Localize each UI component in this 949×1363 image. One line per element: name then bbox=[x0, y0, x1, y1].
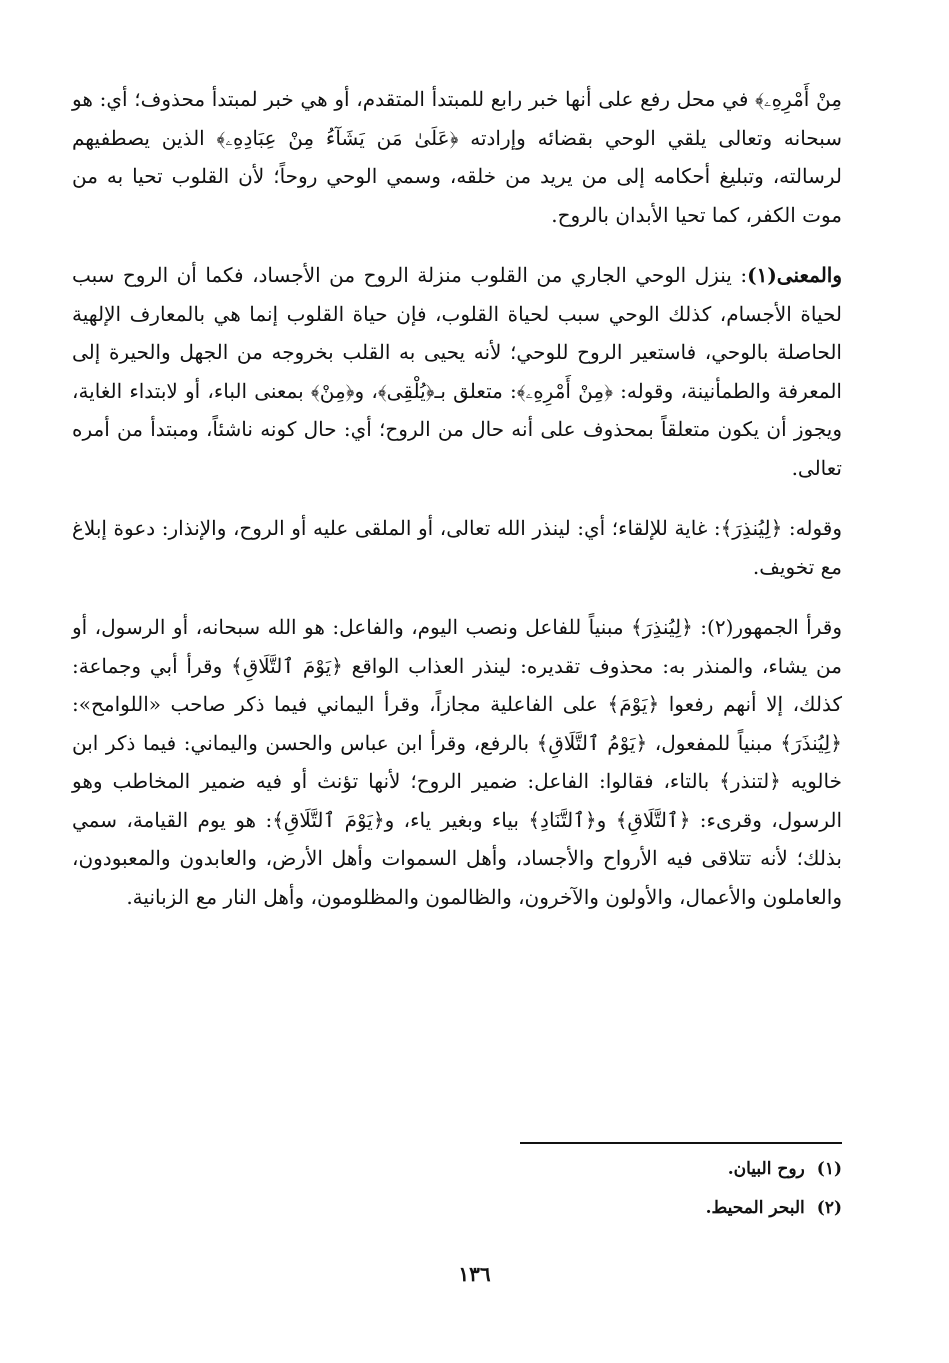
paragraph-3 bbox=[72, 509, 842, 586]
paragraph-4 bbox=[72, 608, 842, 916]
paragraph-1-text: مِنْ أَمْرِهِۦ﴾ في محل رفع على أنها خبر رابع للمبتدأ المتقدم، أو هي خبر لمبتدأ محذوف؛ أي: هو سبحانه وتعالى يلقي الوحي بقضائه وإرادته ﴿عَلَىٰ مَن يَشَآءُ مِنْ عِبَادِهِۦ﴾ الذين يصطفيهم لرسالته، وتبليغ أحكامه إلى من يريد من خلقه، وسمي الوحي روحاً؛ لأن القلوب تحيا به من موت الكفر، كما تحيا الأبدان بالروح. bbox=[72, 87, 842, 227]
paragraph-1 bbox=[72, 80, 842, 234]
footnote-2-number: (٢) bbox=[816, 1198, 842, 1218]
paragraph-3-text: وقوله: ﴿لِيُنذِرَ﴾: غاية للإلقاء؛ أي: لينذر الله تعالى، أو الملقى عليه أو الروح، والإنذار: دعوة إبلاغ مع تخويف. bbox=[72, 516, 842, 579]
paragraph-2 bbox=[72, 256, 842, 487]
footnote-1-number: (١) bbox=[816, 1159, 842, 1179]
footnote-1-text: روح البيان. bbox=[727, 1159, 805, 1179]
footnote-2 bbox=[442, 1195, 842, 1221]
footnotes bbox=[442, 1156, 842, 1234]
page-number: ١٣٦ bbox=[458, 1262, 491, 1286]
paragraph-4-text: وقرأ الجمهور(٢): ﴿لِيُنذِرَ﴾ مبنياً للفاعل ونصب اليوم، والفاعل: هو الله سبحانه، أو الرسول، أو من يشاء، والمنذر به: محذوف تقديره: لينذر العذاب الواقع ﴿يَوْمَ ٱلتَّلَاقِ﴾ وقرأ أبي وجماعة: كذلك، إلا أنهم رفعوا ﴿يَوْمَ﴾ على الفاعلية مجازاً، وقرأ اليماني فيما ذكر صاحب «اللوامح»: ﴿لِيُنذَرَ﴾ مبنياً للمفعول، ﴿يَوْمُ ٱلتَّلَاقِ﴾ بالرفع، وقرأ ابن عباس والحسن واليماني: فيما ذكر ابن خالويه ﴿لتنذر﴾ بالتاء، فقالوا: الفاعل: ضمير الروح؛ لأنها تؤنث أو فيه ضمير المخاطب وهو الرسول، وقرىء: ﴿ٱلتَّلَاقِ﴾ و﴿ٱلتَّنَادِ﴾ بياء وبغير ياء، و﴿يَوْمَ ٱلتَّلَاقِ﴾: هو يوم القيامة، سمي بذلك؛ لأنه تتلاقى فيه الأرواح والأجساد، وأهل السموات وأهل الأرض، والعابدون والمعبودون، والعاملون والأعمال، والأولون والآخرون، والظالمون والمظلومون، وأهل النار مع الزبانية. bbox=[72, 615, 842, 909]
footnote-2-text: البحر المحيط. bbox=[705, 1198, 805, 1218]
footnote-1 bbox=[442, 1156, 842, 1182]
paragraph-2-lead: والمعنى(١) bbox=[747, 263, 842, 287]
footnote-divider bbox=[520, 1142, 842, 1144]
paragraph-2-text: : ينزل الوحي الجاري من القلوب منزلة الروح من الأجساد، فكما أن الروح سبب لحياة الأجسام، كذلك الوحي سبب لحياة القلوب، فإن حياة القلوب إنما هي بالمعارف الإلهية الحاصلة بالوحي، فاستعير الروح للوحي؛ لأنه يحيى به القلب بخروجه من الجهل والحيرة إلى المعرفة والطمأنينة، وقوله: ﴿مِنْ أَمْرِهِۦ﴾: متعلق بـ﴿يُلْقِى﴾، و﴿مِنْ﴾ بمعنى الباء، أو لابتداء الغاية، ويجوز أن يكون متعلقاً بمحذوف على أنه حال من الروح؛ أي: حال كونه ناشئاً، ومبتدأ من أمره تعالى. bbox=[72, 263, 842, 480]
page-body bbox=[72, 80, 842, 938]
